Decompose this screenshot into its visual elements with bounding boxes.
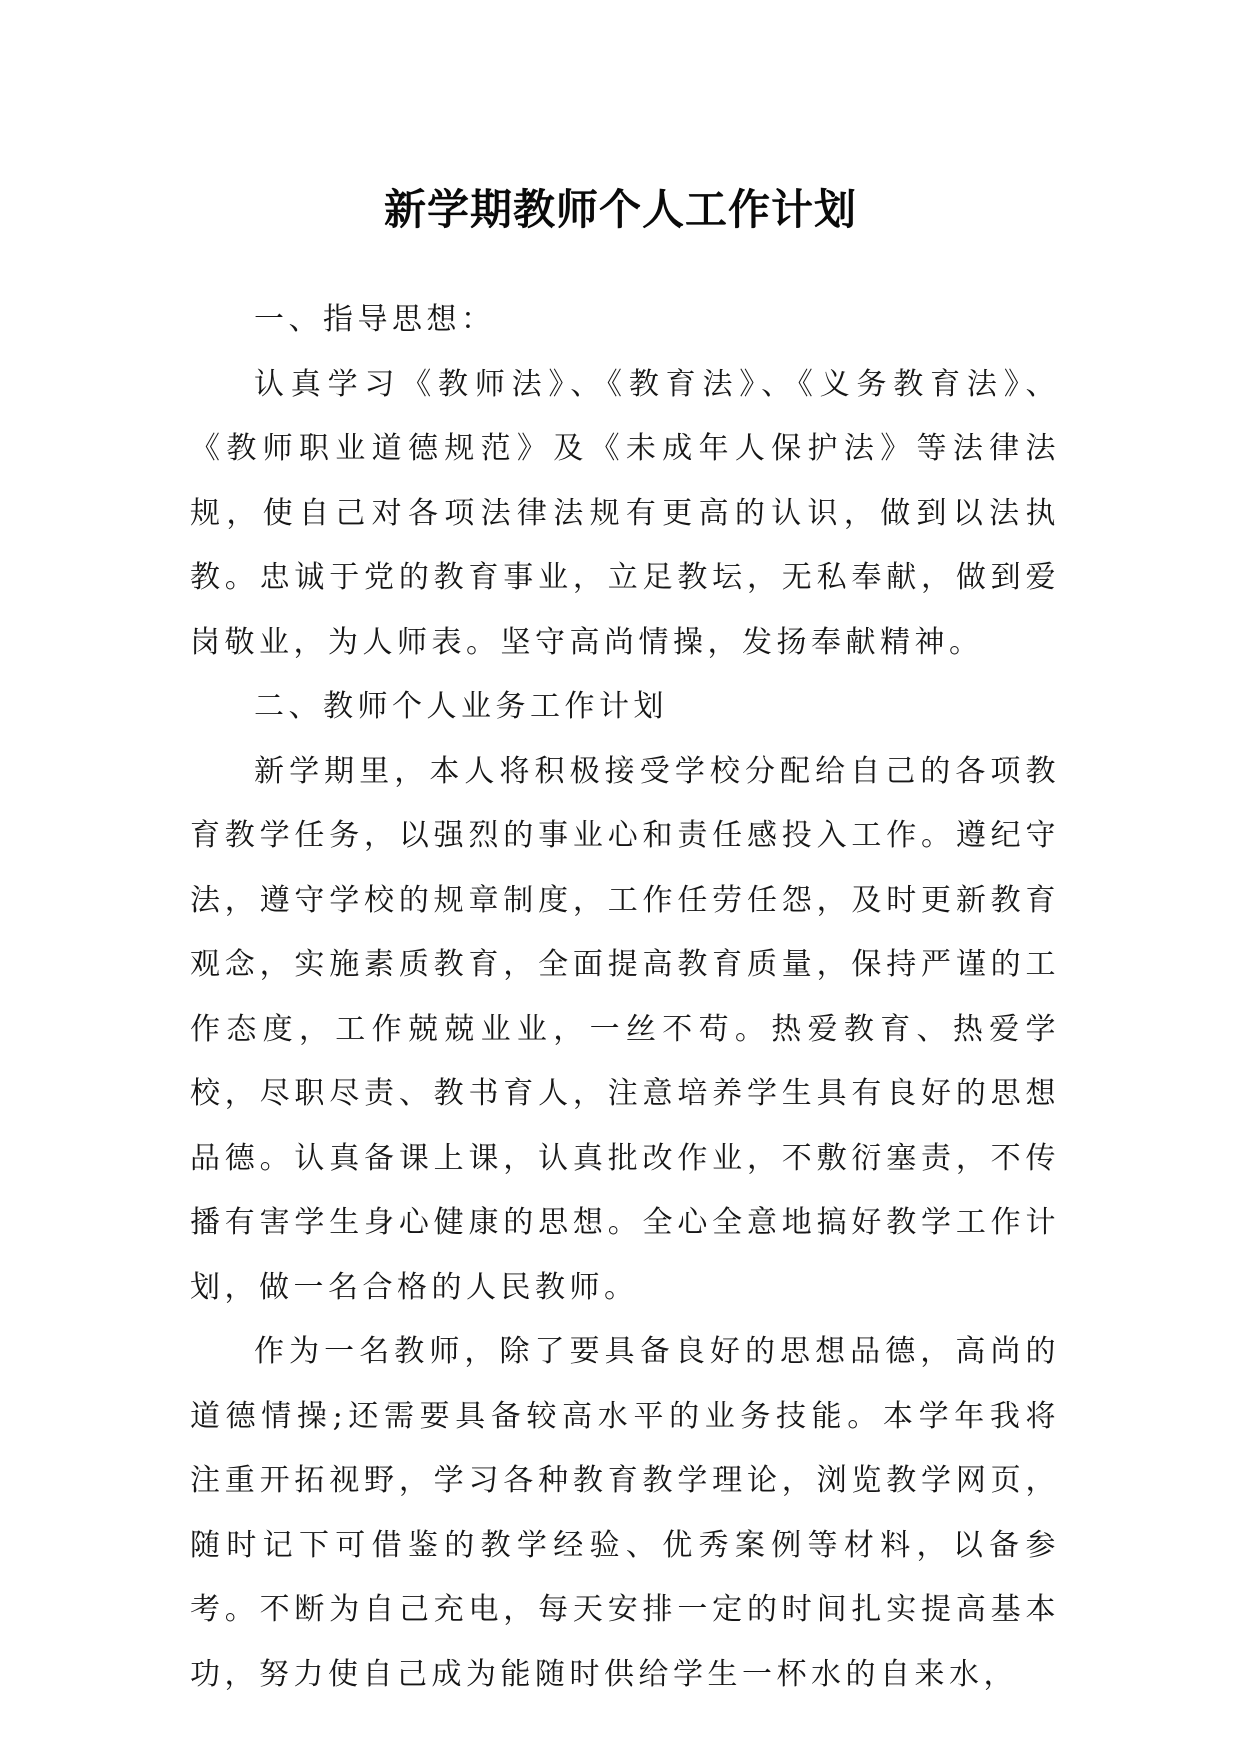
paragraph-work-plan: 新学期里，本人将积极接受学校分配给自己的各项教育教学任务，以强烈的事业心和责任感投入工作。遵纪守法，遵守学校的规章制度，工作任劳任怨，及时更新教育观念，实施素质教育，全面提高教育质量，保持严谨的工作态度，工作兢兢业业，一丝不苟。热爱教育、热爱学校，尽职尽责、教书育人，注意培养学生具有良好的思想品德。认真备课上课，认真批改作业，不敷衍塞责，不传播有害学生身心健康的思想。全心全意地搞好教学工作计划，做一名合格的人民教师。 (190, 753, 1060, 1305)
section-heading-work-plan: 二、教师个人业务工作计划 (254, 689, 668, 724)
paragraph-guiding-ideology: 认真学习《教师法》、《教育法》、《义务教育法》、《教师职业道德规范》及《未成年人保护法》等法律法规，使自己对各项法律法规有更高的认识，做到以法执教。忠诚于党的教育事业，立足教坛，无私奉献，做到爱岗敬业，为人师表。坚守高尚情操，发扬奉献精神。 (190, 366, 1060, 660)
paragraph-professional-skills: 作为一名教师，除了要具备良好的思想品德，高尚的道德情操;还需要具备较高水平的业务技能。本学年我将注重开拓视野，学习各种教育教学理论，浏览教学网页，随时记下可借鉴的教学经验、优秀案例等材料，以备参考。不断为自己充电，每天安排一定的时间扎实提高基本功，努力使自己成为能随时供给学生一杯水的自来水， (190, 1334, 1060, 1692)
document-body (190, 288, 1060, 1707)
document-title: 新学期教师个人工作计划 (383, 185, 857, 235)
section-heading-guiding-ideology: 一、指导思想： (254, 302, 496, 337)
